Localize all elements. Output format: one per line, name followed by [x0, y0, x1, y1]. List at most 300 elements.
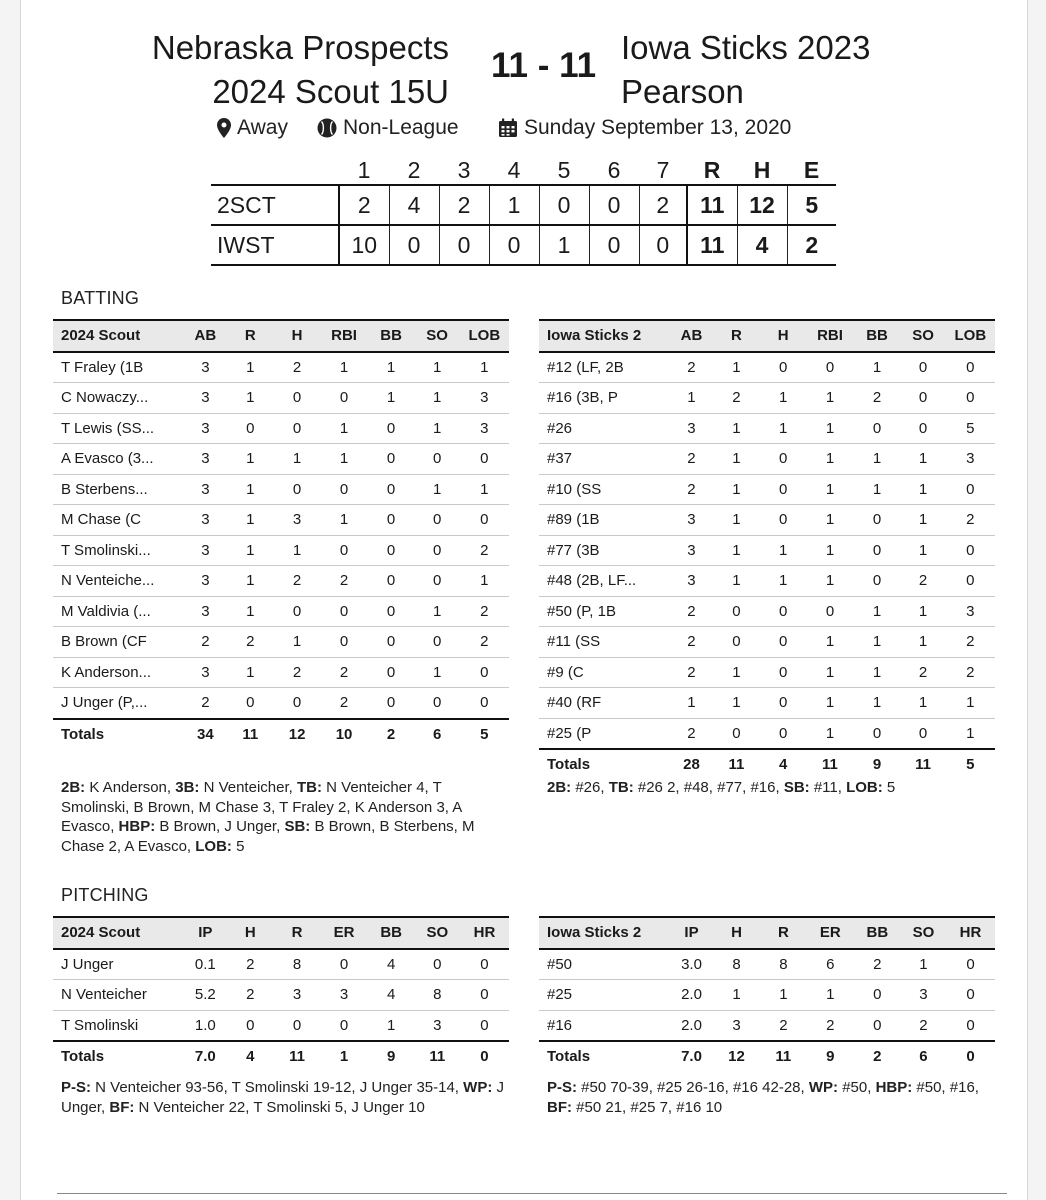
stat-value: 2 [339, 663, 349, 681]
note-label: 3B: [175, 779, 200, 796]
note-text: N Venteicher 4, T Smolinski, B Brown, M Chase 3, T Fraley 2, K Anderson 3, A Evasco, [61, 779, 462, 835]
totals-value: 4 [778, 756, 788, 774]
stat-value: 0 [480, 694, 489, 712]
note-label: TB: [296, 779, 322, 796]
totals-value: 9 [387, 1048, 396, 1066]
batting-row [53, 657, 509, 688]
player-name: M Chase (C [61, 511, 142, 529]
note-label: 2B: [547, 779, 572, 796]
stat-value: 0 [432, 572, 442, 590]
batting-row [53, 535, 509, 566]
stat-value: 0 [872, 541, 882, 559]
totals-value: 9 [826, 1048, 835, 1066]
player-name: #25 (P [547, 724, 592, 742]
stat-value: 1 [386, 358, 396, 376]
team-column-header: 2024 Scout [61, 327, 141, 345]
stat-value: 1 [246, 480, 255, 498]
home-team-line-1: Nebraska Prospects [151, 29, 449, 66]
stat-value: 2 [687, 450, 696, 468]
pitching-totals-row [53, 1041, 509, 1072]
inning-runs: 0 [439, 225, 489, 265]
stat-value: 8 [732, 955, 741, 973]
stat-value: 0 [873, 1016, 882, 1034]
batting-row [539, 596, 995, 627]
stat-value: 1 [480, 572, 489, 590]
stat-value: 0 [778, 724, 788, 742]
stat-value: 0 [480, 1016, 489, 1034]
stat-value: 1 [732, 663, 741, 681]
stat-value: 3 [966, 602, 975, 620]
totals-value: 6 [432, 725, 442, 743]
stat-value: 6 [826, 955, 835, 973]
stat-value: 0 [872, 724, 882, 742]
stat-value: 3.0 [681, 955, 702, 973]
batting-table-home [53, 319, 509, 749]
player-name: #16 (3B, P [547, 389, 618, 407]
stat-value: 0 [825, 602, 835, 620]
stat-value: 2.0 [681, 986, 702, 1004]
stat-value: 8 [433, 986, 442, 1004]
errors-header: E [803, 156, 820, 183]
stat-value: 1 [778, 389, 788, 407]
player-name: T Smolinski [61, 1016, 139, 1034]
inning-header: 7 [656, 156, 670, 183]
stat-column-header: R [291, 924, 303, 942]
away-team-name [621, 26, 1001, 114]
total-runs: 11 [687, 185, 737, 225]
stat-value: 0 [966, 986, 975, 1004]
date-info [498, 116, 791, 140]
stat-value: 0 [480, 663, 489, 681]
stat-value: 0 [825, 358, 835, 376]
stat-value: 4 [387, 986, 396, 1004]
stat-value: 0 [873, 986, 882, 1004]
map-pin-icon [217, 118, 231, 138]
team-column-header: Iowa Sticks 2 [547, 924, 642, 942]
stat-value: 0 [778, 358, 788, 376]
inning-header: 6 [607, 156, 621, 183]
stat-value: 1 [246, 358, 255, 376]
stat-value: 3 [201, 419, 210, 437]
stat-value: 1 [246, 511, 255, 529]
stat-value: 1 [825, 450, 835, 468]
stat-column-header: ER [819, 924, 841, 942]
stat-value: 1 [480, 480, 489, 498]
stat-value: 1 [918, 480, 928, 498]
stat-value: 0 [872, 419, 882, 437]
stat-value: 0 [386, 450, 396, 468]
player-name: #16 [547, 1016, 573, 1034]
stat-value: 1 [432, 358, 442, 376]
stat-value: 0 [432, 633, 442, 651]
player-name: #12 (LF, 2B [547, 358, 624, 376]
stat-column-header: HR [473, 924, 496, 942]
player-name: #48 (2B, LF... [547, 572, 637, 590]
stat-value: 1 [918, 511, 928, 529]
player-name: N Venteicher [61, 986, 147, 1004]
stat-value: 3 [687, 419, 696, 437]
note-label: WP: [808, 1079, 839, 1096]
stat-column-header: IP [198, 924, 213, 942]
inning-runs: 0 [639, 225, 687, 265]
batting-notes-away [547, 778, 997, 798]
stat-value: 1 [918, 450, 928, 468]
pitching-row [539, 980, 995, 1011]
stat-value: 1 [687, 694, 696, 712]
note-label: P-S: [61, 1079, 91, 1096]
note-label: BF: [109, 1098, 135, 1116]
stat-value: 0 [778, 480, 788, 498]
team-column-header: Iowa Sticks 2 [547, 327, 642, 345]
totals-label: Totals [547, 756, 591, 774]
stat-column-header: AB [680, 327, 703, 345]
home-team-name [69, 26, 449, 114]
batting-row [53, 444, 509, 475]
stat-value: 1 [292, 633, 302, 651]
stat-value: 1 [825, 724, 835, 742]
stat-value: 0.1 [194, 955, 216, 973]
stat-value: 5 [966, 419, 975, 437]
stat-value: 1 [432, 663, 442, 681]
stat-value: 0 [339, 389, 349, 407]
stat-value: 2 [687, 663, 696, 681]
player-name: #10 (SS [547, 480, 602, 498]
stat-value: 0 [778, 663, 788, 681]
batting-row [539, 352, 995, 383]
note-label: BF: [547, 1098, 572, 1116]
player-name: #50 (P, 1B [547, 602, 616, 620]
away-team-line-1: Iowa Sticks 2023 [621, 29, 871, 66]
stat-value: 3 [201, 358, 210, 376]
stat-value: 1 [825, 572, 835, 590]
note-text: #26, [571, 779, 609, 796]
stat-value: 1 [919, 955, 928, 973]
stat-value: 0 [778, 450, 788, 468]
inning-runs: 2 [357, 191, 371, 218]
stat-value: 2 [339, 694, 349, 712]
pitching-totals-row [539, 1041, 995, 1072]
stat-value: 1 [778, 572, 788, 590]
stat-value: 1 [918, 541, 928, 559]
inning-runs: 2 [439, 185, 489, 225]
stat-value: 1 [732, 541, 741, 559]
batting-row [539, 657, 995, 688]
batting-row [53, 413, 509, 444]
stat-value: 0 [480, 511, 489, 529]
stat-value: 0 [432, 511, 442, 529]
stat-value: 3 [201, 450, 210, 468]
stat-value: 8 [292, 955, 302, 973]
page-bottom-divider [57, 1193, 1007, 1194]
stat-column-header: R [777, 924, 789, 942]
stat-value: 0 [386, 541, 396, 559]
stat-value: 3 [480, 389, 489, 407]
stat-value: 3 [201, 480, 210, 498]
stat-column-header: LOB [468, 327, 501, 345]
stat-value: 0 [732, 602, 741, 620]
inning-header: 2 [407, 156, 421, 183]
stat-value: 2 [826, 1016, 835, 1034]
stat-value: 2 [292, 358, 302, 376]
stat-value: 1 [872, 633, 882, 651]
stat-value: 0 [918, 389, 928, 407]
stat-column-header: SO [426, 924, 449, 942]
total-runs: 11 [687, 225, 737, 265]
stat-value: 2 [873, 955, 882, 973]
totals-value: 0 [966, 1048, 975, 1066]
stat-value: 3 [339, 986, 349, 1004]
stat-value: 2 [292, 572, 302, 590]
stat-value: 0 [339, 955, 349, 973]
stat-value: 0 [292, 419, 302, 437]
stat-value: 4 [387, 955, 396, 973]
stat-value: 0 [966, 1016, 975, 1034]
stat-value: 1 [732, 694, 741, 712]
note-text: J Unger, [61, 1079, 504, 1116]
stat-column-header: SO [912, 327, 934, 345]
inning-runs: 0 [589, 225, 639, 265]
stat-column-header: BB [380, 327, 402, 345]
batting-row [53, 596, 509, 627]
totals-value: 11 [289, 1048, 306, 1066]
total-errors: 2 [787, 225, 836, 265]
stat-value: 0 [966, 572, 975, 590]
totals-value: 11 [775, 1048, 792, 1066]
player-name: T Lewis (SS... [61, 419, 155, 437]
runs-header: R [703, 156, 721, 183]
inning-runs: 1 [489, 185, 539, 225]
batting-totals-row [539, 749, 995, 780]
note-text: N Venteicher 22, T Smolinski 5, J Unger 10 [134, 1098, 425, 1116]
stat-value: 0 [339, 1016, 349, 1034]
stat-value: 3 [732, 1016, 741, 1034]
stat-value: 0 [292, 1016, 302, 1034]
stat-value: 0 [292, 602, 302, 620]
stat-value: 1 [966, 724, 975, 742]
totals-label: Totals [61, 1048, 105, 1066]
stat-value: 3 [292, 511, 302, 529]
stat-value: 1 [778, 419, 788, 437]
stat-value: 2 [872, 389, 882, 407]
player-name: #25 [547, 986, 573, 1004]
stat-value: 1 [432, 602, 442, 620]
stat-value: 1 [918, 602, 928, 620]
totals-label: Totals [547, 1048, 591, 1066]
stat-column-header: R [244, 327, 256, 345]
note-text: N Venteicher, [199, 779, 297, 796]
stat-value: 1 [432, 419, 442, 437]
stat-value: 2 [201, 694, 210, 712]
stat-value: 0 [778, 633, 788, 651]
totals-value: 7.0 [681, 1048, 702, 1066]
player-name: T Smolinski... [61, 541, 151, 559]
batting-row [53, 566, 509, 597]
totals-value: 6 [919, 1048, 928, 1066]
pitching-section-title: PITCHING [61, 885, 149, 905]
pitching-row [53, 949, 509, 980]
stat-value: 1 [872, 358, 882, 376]
stat-value: 2 [687, 633, 696, 651]
inning-header: 5 [557, 156, 571, 183]
note-label: HBP: [118, 818, 156, 835]
stat-value: 0 [386, 572, 396, 590]
stat-value: 1 [872, 450, 882, 468]
team-column-header: 2024 Scout [61, 924, 141, 942]
totals-value: 7.0 [194, 1048, 216, 1066]
stat-value: 2 [687, 358, 696, 376]
total-errors: 5 [787, 185, 836, 225]
stat-value: 0 [872, 572, 882, 590]
stat-value: 1 [826, 986, 835, 1004]
batting-row [539, 718, 995, 749]
note-label: SB: [783, 779, 810, 796]
note-label: 2B: [61, 779, 86, 796]
stat-value: 0 [480, 450, 489, 468]
stat-value: 0 [386, 633, 396, 651]
stat-value: 0 [339, 633, 349, 651]
batting-row [539, 688, 995, 719]
stat-value: 3 [433, 1016, 442, 1034]
player-name: #50 [547, 955, 573, 973]
totals-value: 5 [480, 725, 489, 743]
note-label: LOB: [846, 779, 883, 796]
stat-value: 1 [825, 419, 835, 437]
stat-value: 1 [825, 541, 835, 559]
stat-value: 0 [966, 541, 975, 559]
stat-value: 1 [339, 450, 349, 468]
stat-value: 0 [246, 419, 255, 437]
stat-value: 3 [201, 663, 210, 681]
inning-runs: 0 [539, 185, 589, 225]
stat-value: 1 [480, 358, 489, 376]
note-label: TB: [608, 779, 634, 796]
totals-value: 11 [728, 756, 745, 774]
stat-value: 0 [292, 480, 302, 498]
player-name: J Unger (P,... [61, 694, 148, 712]
note-text: N Venteicher 93-56, T Smolinski 19-12, J Unger 35-14, [91, 1079, 464, 1096]
player-name: K Anderson... [61, 663, 152, 681]
stat-column-header: BB [866, 327, 888, 345]
pitching-row [539, 949, 995, 980]
stat-value: 0 [386, 480, 396, 498]
totals-value: 11 [242, 725, 259, 743]
stat-value: 1 [779, 986, 788, 1004]
stat-value: 1 [825, 633, 835, 651]
stat-value: 0 [918, 724, 928, 742]
batting-row [539, 474, 995, 505]
stat-value: 3 [687, 572, 696, 590]
stat-column-header: SO [912, 924, 935, 942]
player-name: M Valdivia (... [61, 602, 151, 620]
stat-value: 1 [732, 358, 741, 376]
stat-value: 2 [966, 663, 975, 681]
note-text: #11, [809, 779, 847, 796]
stat-value: 1 [825, 694, 835, 712]
stat-column-header: H [244, 924, 256, 942]
stat-value: 1 [292, 541, 302, 559]
stat-value: 0 [433, 955, 442, 973]
stat-value: 1 [872, 694, 882, 712]
stat-column-header: RBI [331, 327, 357, 345]
stat-value: 5.2 [194, 986, 216, 1004]
stat-column-header: BB [866, 924, 889, 942]
stat-value: 3 [201, 389, 210, 407]
player-name: #77 (3B [547, 541, 600, 559]
stat-value: 1 [339, 358, 349, 376]
stat-value: 0 [732, 633, 741, 651]
totals-value: 28 [683, 756, 700, 774]
pitching-table-home [53, 916, 509, 1072]
stat-value: 2 [966, 511, 975, 529]
stat-value: 1 [387, 1016, 396, 1034]
stat-value: 1 [732, 511, 741, 529]
stat-value: 2 [480, 633, 489, 651]
stat-value: 1.0 [194, 1016, 216, 1034]
stat-value: 0 [432, 450, 442, 468]
stat-value: 1 [732, 450, 741, 468]
stat-column-header: HR [959, 924, 982, 942]
note-label: LOB: [195, 837, 232, 855]
stat-value: 0 [246, 694, 255, 712]
batting-row [53, 688, 509, 719]
player-name: A Evasco (3... [61, 450, 154, 468]
totals-value: 12 [288, 725, 306, 743]
stat-column-header: LOB [954, 327, 987, 345]
pitching-notes-home [61, 1078, 511, 1117]
stat-value: 3 [201, 572, 210, 590]
batting-section-title: BATTING [61, 288, 140, 308]
stat-value: 3 [201, 541, 210, 559]
player-name: B Sterbens... [61, 480, 148, 498]
scorebook-page [20, 0, 1028, 1200]
stat-value: 2 [919, 1016, 928, 1034]
stat-column-header: R [731, 327, 742, 345]
stat-value: 0 [918, 358, 928, 376]
baseball-icon [317, 118, 337, 138]
batting-row [539, 627, 995, 658]
stat-value: 2 [292, 663, 302, 681]
stat-value: 1 [778, 541, 788, 559]
stat-value: 0 [480, 986, 489, 1004]
line-score-row [211, 225, 836, 265]
stat-value: 0 [292, 694, 302, 712]
batting-row [53, 505, 509, 536]
stat-value: 0 [966, 955, 975, 973]
note-text: 5 [231, 837, 245, 855]
stat-value: 1 [432, 480, 442, 498]
inning-runs: 4 [389, 185, 439, 225]
stat-value: 0 [386, 511, 396, 529]
note-text: #50 21, #25 7, #16 10 [572, 1098, 723, 1116]
final-score: 11 - 11 [491, 46, 597, 85]
inning-runs: 2 [639, 185, 687, 225]
stat-value: 2 [246, 633, 255, 651]
location-label: Away [237, 116, 288, 139]
batting-row [53, 474, 509, 505]
stat-value: 2.0 [681, 1016, 702, 1034]
stat-value: 0 [966, 358, 975, 376]
pitching-table-away [539, 916, 995, 1072]
stat-value: 1 [732, 419, 741, 437]
player-name: T Fraley (1B [61, 358, 144, 376]
stat-value: 1 [732, 480, 741, 498]
stat-value: 2 [918, 572, 928, 590]
pitching-header-row [53, 917, 509, 949]
stat-column-header: SO [426, 327, 448, 345]
note-label: P-S: [547, 1079, 577, 1096]
pitching-notes-away [547, 1078, 997, 1117]
inning-runs: 0 [389, 225, 439, 265]
